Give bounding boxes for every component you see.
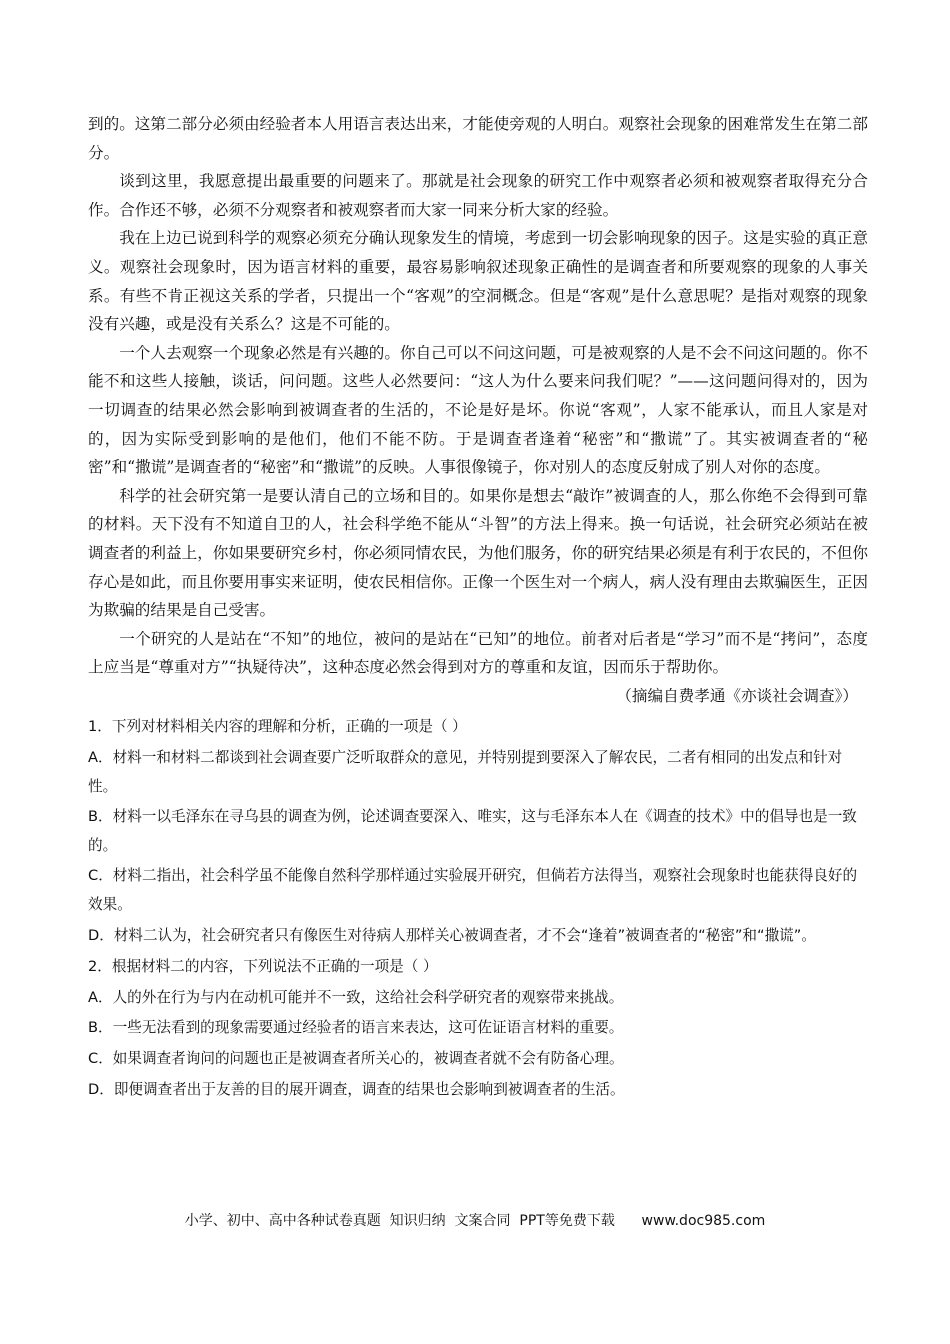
option-b: B．一些无法看到的现象需要通过经验者的语言来表达，这可佐证语言材料的重要。 — [88, 1019, 624, 1037]
passage-paragraph: 谈到这里，我愿意提出最重要的问题来了。那就是社会现象的研究工作中观察者必须和被观察者取得充分合作。合作还不够，必须不分观察者和被观察者而大家一同来分析大家的经验。 — [88, 172, 868, 219]
option-b: B．材料一以毛泽东在寻乌县的调查为例，论述调查要深入、唯实，这与毛泽东本人在《调查的技术》中的倡导也是一致的。 — [88, 808, 857, 854]
option-c: C．如果调查者询问的问题也正是被调查者所关心的，被调查者就不会有防备心理。 — [88, 1050, 624, 1067]
question-2 — [88, 953, 868, 1104]
passage-paragraph: 我在上边已说到科学的观察必须充分确认现象发生的情境，考虑到一切会影响现象的因子。这是实验的真正意义。观察社会现象时，因为语言材料的重要，最容易影响叙述现象正确性的是调查者和所要观察的现象的人事关系。有些不肯正视这关系的学者，只提出一个“客观”的空洞概念。但是“客观”是什么意思呢？是指对观察的现象没有兴趣，或是没有关系么？这是不可能的。 — [88, 229, 868, 334]
passage-paragraph-continued: 到的。这第二部分必须由经验者本人用语言表达出来，才能使旁观的人明白。观察社会现象的困难常发生在第二部分。 — [88, 115, 868, 162]
exam-page — [88, 110, 868, 1104]
page-footer: 小学、初中、高中各种试卷真题 知识归纳 文案合同 PPT等免费下载 www.doc985.com — [184, 1213, 766, 1229]
option-d: D．即便调查者出于友善的目的展开调查，调查的结果也会影响到被调查者的生活。 — [88, 1080, 625, 1098]
source-citation: （摘编自费孝通《亦谈社会调查》） — [616, 686, 858, 705]
question-stem: 1．下列对材料相关内容的理解和分析，正确的一项是（ ） — [88, 718, 467, 736]
option-a: A．人的外在行为与内在动机可能并不一致，这给社会科学研究者的观察带来挑战。 — [88, 988, 624, 1006]
passage-paragraph: 一个人去观察一个现象必然是有兴趣的。你自己可以不问这问题，可是被观察的人是不会不问这问题的。你不能不和这些人接触，谈话，问问题。这些人必然要问：“这人为什么要来问我们呢？”——这问题问得对的，因为一切调查的结果必然会影响到被调查者的生活的，不论是好是坏。你说“客观”，人家不能承认，而且人家是对的，因为实际受到影响的是他们，他们不能不防。于是调查者逢着“秘密”和“撒谎”了。其实被调查者的“秘密”和“撒谎”是调查者的“秘密”和“撒谎”的反映。人事很像镜子，你对别人的态度反射成了别人对你的态度。 — [88, 343, 868, 477]
passage-paragraph: 科学的社会研究第一是要认清自己的立场和目的。如果你是想去“敲诈”被调查的人，那么你绝不会得到可靠的材料。天下没有不知道自卫的人，社会科学绝不能从“斗智”的方法上得来。换一句话说，社会研究必须站在被调查者的利益上，你如果要研究乡村，你必须同情农民，为他们服务，你的研究结果必须是有利于农民的，不但你存心是如此，而且你要用事实来证明，使农民相信你。正像一个医生对一个病人，病人没有理由去欺骗医生，正因为欺骗的结果是自己受害。 — [88, 486, 868, 620]
option-d: D．材料二认为，社会研究者只有像医生对待病人那样关心被调查者，才不会“逢着”被调查者的“秘密”和“撒谎”。 — [88, 926, 816, 944]
passage-paragraph: 一个研究的人是站在“不知”的地位，被问的是站在“已知”的地位。前者对后者是“学习”而不是“拷问”，态度上应当是“尊重对方”“执疑待决”，这种态度必然会得到对方的尊重和友谊，因而乐于帮助你。 — [88, 629, 868, 677]
option-a: A．材料一和材料二都谈到社会调查要广泛听取群众的意见，并特别提到要深入了解农民，二者有相同的出发点和针对性。 — [88, 749, 843, 795]
question-1 — [88, 713, 868, 950]
question-stem: 2．根据材料二的内容，下列说法不正确的一项是（ ） — [88, 958, 438, 976]
option-c: C．材料二指出，社会科学虽不能像自然科学那样通过实验展开研究，但倘若方法得当，观察社会现象时也能获得良好的效果。 — [88, 867, 858, 914]
